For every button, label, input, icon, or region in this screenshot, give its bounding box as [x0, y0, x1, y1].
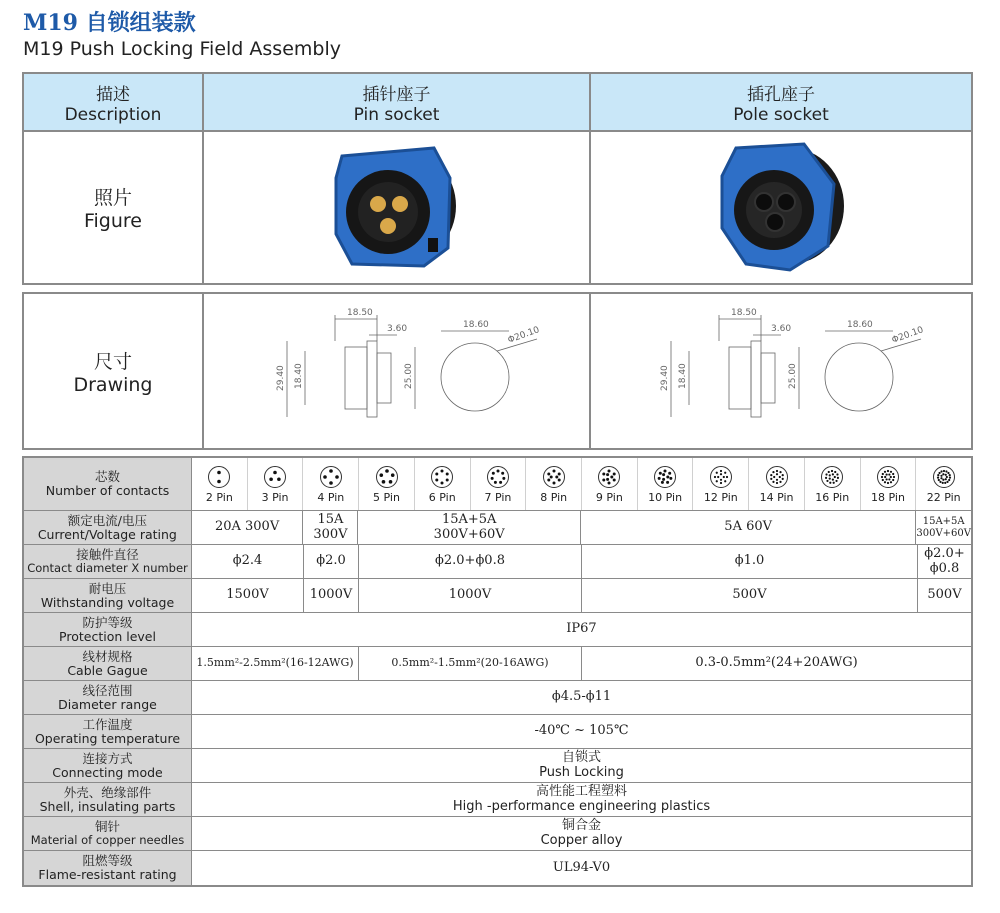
rating-5-8pin: 15A+5A 300V+60V — [358, 511, 581, 544]
pin-9-icon — [597, 465, 621, 489]
dim-h1: 29.40 — [275, 365, 286, 391]
range-row — [24, 680, 971, 714]
voltage-2-3pin: 1500V — [192, 579, 304, 612]
dim-h2: 18.40 — [678, 363, 688, 389]
figure-label-en: Figure — [83, 210, 142, 232]
voltage-row — [24, 578, 971, 612]
needles-value: 铜合金 Copper alloy — [540, 817, 623, 848]
rating-22pin: 15A+5A 300V+60V — [916, 516, 971, 539]
pin-layout-18 — [861, 458, 917, 510]
pin-label: 5 Pin — [373, 490, 400, 504]
pin-layout-4 — [303, 458, 359, 510]
header-pin-socket-en: Pin socket — [353, 104, 440, 125]
pin-label: 4 Pin — [317, 490, 345, 504]
header-description-en: Description — [64, 104, 162, 125]
header-row — [24, 74, 971, 130]
needles-row — [24, 816, 971, 850]
shell-label-en: Shell, insulating parts — [39, 798, 176, 814]
mode-label-en: Connecting mode — [52, 764, 163, 780]
rating-9-18pin: 5A 60V — [581, 511, 916, 544]
temp-label-en: Operating temperature — [34, 730, 181, 746]
pin-socket-photo — [322, 138, 472, 278]
drawing-row — [24, 294, 971, 448]
header-description-cn: 描述 — [96, 84, 130, 105]
dim-h2: 18.40 — [293, 363, 304, 389]
pin-layouts — [192, 458, 971, 510]
flame-label-en: Flame-resistant rating — [38, 867, 177, 882]
cable-2-4pin: 1.5mm²-2.5mm²(16-12AWG) — [192, 647, 359, 680]
range-label-cn: 线径范围 — [82, 682, 133, 698]
protection-value: IP67 — [566, 621, 597, 637]
diameter-5-8pin: ϕ2.0+ϕ0.8 — [359, 545, 582, 578]
header-pole-socket-cn: 插孔座子 — [747, 84, 815, 105]
pin-layout-2 — [192, 458, 248, 510]
pin-8-icon — [542, 465, 566, 489]
shell-label-cn: 外壳、绝缘部件 — [63, 784, 152, 800]
range-value: ϕ4.5-ϕ11 — [551, 689, 612, 705]
pin-16-icon — [820, 465, 844, 489]
rating-4pin: 15A 300V — [303, 511, 358, 544]
voltage-label-en: Withstanding voltage — [40, 594, 175, 610]
protection-label-en: Protection level — [59, 628, 156, 644]
header-pin-socket-cn: 插针座子 — [362, 84, 431, 105]
diameter-row — [24, 544, 971, 578]
pin-7-icon — [486, 465, 510, 489]
pin-layout-5 — [359, 458, 415, 510]
dim-a: 18.50 — [731, 308, 757, 318]
dim-b: 3.60 — [771, 324, 792, 334]
temp-label-cn: 工作温度 — [82, 716, 133, 732]
cable-9-22pin: 0.3-0.5mm²(24+20AWG) — [695, 655, 858, 671]
shell-value: 高性能工程塑料 High -performance engineering plastics — [452, 783, 711, 814]
mode-row — [24, 748, 971, 782]
pin-label: 22 Pin — [926, 490, 961, 504]
dim-c: 18.60 — [462, 320, 489, 330]
header-pole-socket-en: Pole socket — [733, 104, 829, 125]
figure-label-cn: 照片 — [93, 187, 132, 209]
temp-row — [24, 714, 971, 748]
diameter-label-cn: 接触件直径 — [76, 547, 139, 563]
rating-label-cn: 额定电流/电压 — [67, 512, 147, 528]
pin-label: 3 Pin — [261, 490, 289, 504]
drawing-table — [22, 292, 973, 450]
pin-label: 12 Pin — [703, 490, 738, 504]
pin-label: 9 Pin — [595, 490, 623, 504]
spec-table — [22, 456, 973, 887]
flame-label-cn: 阻燃等级 — [82, 853, 133, 869]
diameter-22pin: ϕ2.0+ ϕ0.8 — [924, 545, 965, 576]
dim-h3: 25.00 — [788, 363, 798, 389]
rating-row — [24, 510, 971, 544]
pin-layout-10 — [638, 458, 694, 510]
pin-layout-9 — [582, 458, 638, 510]
diameter-4pin: ϕ2.0 — [304, 545, 359, 578]
pin-layout-22 — [916, 458, 971, 510]
mode-value: 自锁式 Push Locking — [539, 749, 624, 780]
protection-label-cn: 防护等级 — [82, 614, 133, 630]
diameter-2-3pin: ϕ2.4 — [192, 545, 304, 578]
dim-b: 3.60 — [386, 324, 407, 334]
protection-row — [24, 612, 971, 646]
dim-a: 18.50 — [346, 308, 373, 318]
pin-2-icon — [207, 465, 231, 489]
pin-label: 8 Pin — [540, 490, 568, 504]
pin-layout-6 — [415, 458, 471, 510]
pin-12-icon — [709, 465, 733, 489]
flame-row — [24, 850, 971, 885]
cable-row — [24, 646, 971, 680]
page-subtitle: M19 Push Locking Field Assembly — [23, 38, 341, 60]
cable-label-cn: 线材规格 — [82, 648, 133, 664]
pole-socket-photo — [706, 138, 856, 278]
voltage-label-cn: 耐电压 — [88, 580, 127, 596]
pin-6-icon — [430, 465, 454, 489]
figure-row — [24, 130, 971, 283]
shell-row — [24, 782, 971, 816]
page-title: M19 自锁组装款 — [23, 10, 196, 36]
pin-10-icon — [653, 465, 677, 489]
contacts-label-cn: 芯数 — [94, 469, 120, 485]
drawing-label-cn: 尺寸 — [93, 350, 132, 373]
rating-2-3pin: 20A 300V — [192, 511, 304, 544]
pin-label: 7 Pin — [484, 490, 512, 504]
cable-5-8pin: 0.5mm²-1.5mm²(20-16AWG) — [359, 647, 582, 680]
cable-label-en: Cable Gague — [67, 662, 148, 678]
temp-value: -40℃ ~ 105℃ — [534, 723, 629, 739]
voltage-22pin: 500V — [927, 587, 962, 603]
voltage-9-18pin: 500V — [582, 579, 918, 612]
pin-22-icon — [932, 465, 956, 489]
pin-label: 14 Pin — [759, 490, 794, 504]
figure-table — [22, 72, 973, 285]
mode-label-cn: 连接方式 — [82, 750, 133, 766]
dim-h3: 25.00 — [403, 363, 414, 389]
pin-label: 10 Pin — [648, 490, 683, 504]
dim-d: Φ20.10 — [890, 325, 925, 346]
pin-label: 6 Pin — [428, 490, 456, 504]
diameter-label-en: Contact diameter X number — [27, 561, 188, 576]
pin-layout-14 — [749, 458, 805, 510]
range-label-en: Diameter range — [58, 696, 157, 712]
drawing-label-en: Drawing — [73, 373, 153, 396]
voltage-4pin: 1000V — [304, 579, 359, 612]
pin-4-icon — [319, 465, 343, 489]
dim-h1: 29.40 — [660, 365, 670, 391]
pin-3-icon — [263, 465, 287, 489]
pin-label: 2 Pin — [205, 490, 233, 504]
needles-label-en: Material of copper needles — [30, 833, 185, 848]
pin-18-icon — [876, 465, 900, 489]
dim-d: Φ20.10 — [506, 325, 541, 346]
pin-label: 16 Pin — [815, 490, 850, 504]
pin-14-icon — [765, 465, 789, 489]
pin-layout-8 — [526, 458, 582, 510]
pin-socket-drawing — [247, 301, 547, 441]
pin-layout-16 — [805, 458, 861, 510]
pin-5-icon — [375, 465, 399, 489]
dim-c: 18.60 — [847, 320, 873, 330]
pin-layout-3 — [248, 458, 304, 510]
rating-label-en: Current/Voltage rating — [37, 526, 177, 542]
needles-label-cn: 铜针 — [94, 819, 120, 835]
pole-socket-drawing — [631, 301, 931, 441]
pin-label: 18 Pin — [871, 490, 905, 504]
contacts-row — [24, 458, 971, 510]
pin-layout-7 — [471, 458, 527, 510]
diameter-9-18pin: ϕ1.0 — [582, 545, 918, 578]
contacts-label-en: Number of contacts — [45, 483, 170, 498]
flame-value: UL94-V0 — [552, 859, 611, 875]
voltage-5-8pin: 1000V — [359, 579, 582, 612]
pin-layout-12 — [693, 458, 749, 510]
